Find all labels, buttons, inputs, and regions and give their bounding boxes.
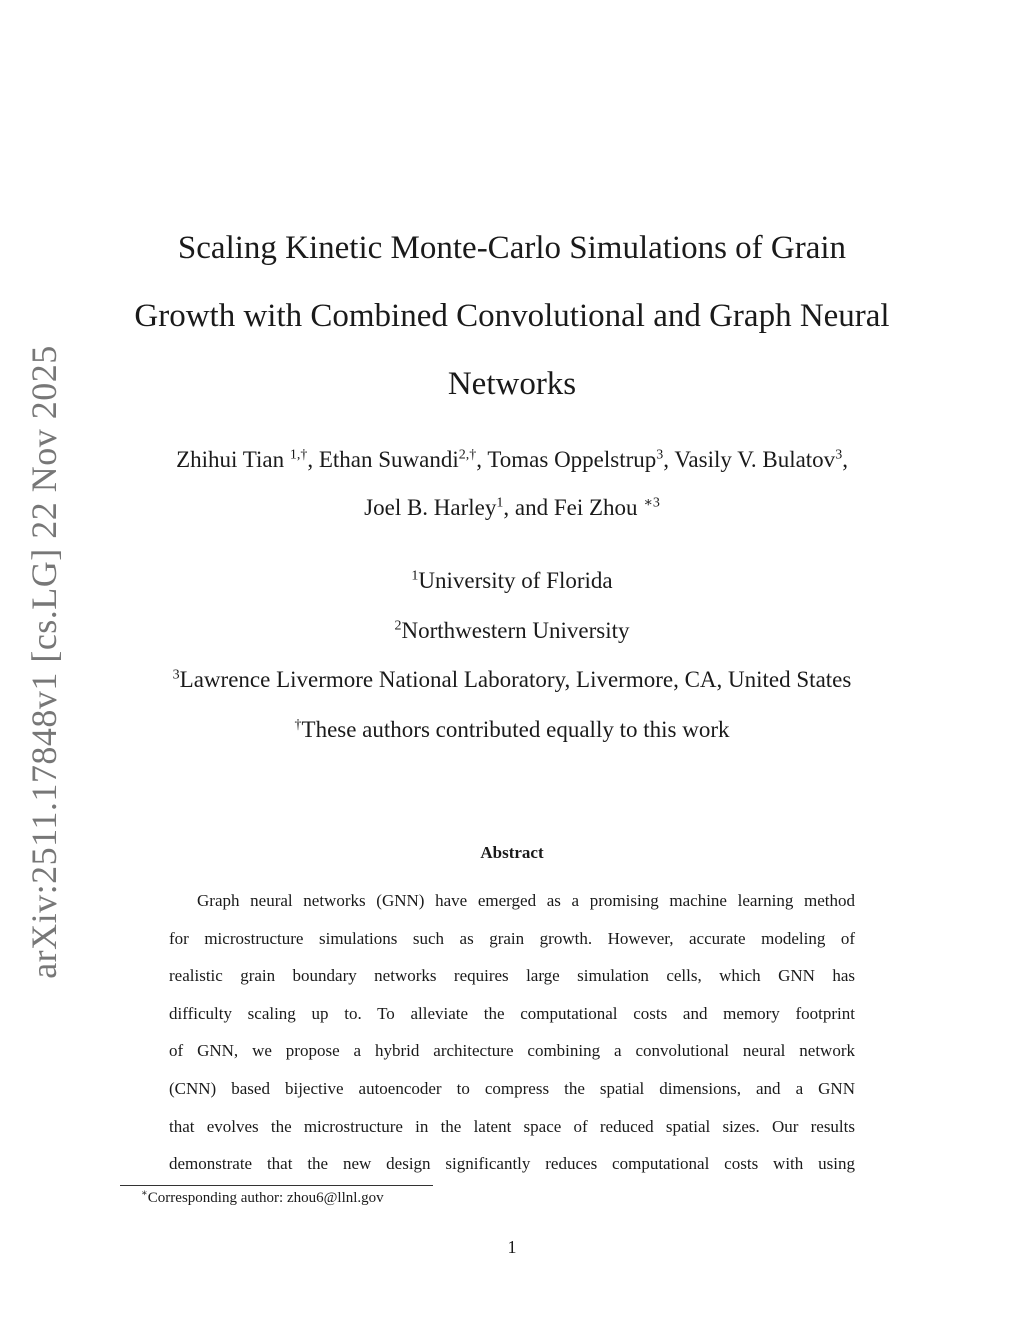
author-name: Zhihui Tian (176, 447, 290, 472)
author-name: Vasily V. Bulatov (674, 447, 836, 472)
affiliation-text: University of Florida (418, 568, 613, 593)
abstract-heading: Abstract (480, 843, 544, 862)
affiliation-text: Lawrence Livermore National Laboratory, Livermore, CA, United States (179, 667, 852, 692)
author-name: Fei Zhou (553, 495, 644, 520)
title-line-3: Networks (447, 366, 577, 402)
abstract-line: demonstrate that the new design significantly reduces computational costs with using (169, 1154, 855, 1174)
author-list (100, 436, 924, 532)
title-line-2: Growth with Combined Convolutional and Graph Neural (134, 298, 890, 334)
equal-contribution-note (100, 705, 924, 755)
affiliation-3 (100, 655, 924, 705)
author-affiliation-marker: 1 (496, 495, 504, 511)
abstract-line: realistic grain boundary networks requires large simulation cells, which GNN has (169, 966, 855, 986)
author-affiliation-marker: 2,† (458, 447, 477, 463)
affiliation-marker: 2 (394, 617, 402, 633)
affiliation-marker: † (294, 716, 302, 732)
abstract-line: for microstructure simulations such as grain growth. However, accurate modeling of (169, 928, 855, 948)
paper-title (100, 214, 924, 418)
abstract-body (169, 882, 855, 1183)
author-separator: , (307, 447, 319, 472)
abstract-line: (CNN) based bijective autoencoder to compress the spatial dimensions, and a GNN (169, 1078, 855, 1098)
footnote-marker: ∗ (141, 1188, 148, 1199)
abstract-line: that evolves the microstructure in the latent space of reduced spatial sizes. Our results (169, 1116, 855, 1136)
author-line-1 (100, 436, 924, 484)
affiliation-marker: 3 (172, 667, 180, 683)
affiliation-marker: 1 (411, 568, 419, 584)
abstract-line: of GNN, we propose a hybrid architecture combining a convolutional neural network (169, 1041, 855, 1061)
abstract-line: Graph neural networks (GNN) have emerged as a promising machine learning method (197, 891, 855, 910)
affiliation-text: These authors contributed equally to this work (301, 716, 730, 742)
author-affiliation-marker: 3 (835, 447, 843, 463)
affiliation-text: Northwestern University (401, 617, 630, 643)
page-number: 1 (507, 1237, 517, 1257)
author-separator: , (476, 447, 488, 472)
author-name: Ethan Suwandi (318, 447, 459, 472)
author-separator: , (663, 447, 675, 472)
abstract-line: difficulty scaling up to. To alleviate the computational costs and memory footprint (169, 1003, 855, 1023)
affiliation-list (100, 556, 924, 754)
author-separator: , and (503, 495, 554, 520)
title-line-1: Scaling Kinetic Monte-Carlo Simulations of Grain (177, 230, 847, 266)
footnote-divider (120, 1185, 433, 1186)
author-line-2 (100, 484, 924, 532)
arxiv-identifier-stamp: arXiv:2511.17848v1 [cs.LG] 22 Nov 2025 (24, 345, 64, 979)
author-separator: , (842, 447, 848, 472)
author-affiliation-marker: 1,† (289, 447, 308, 463)
corresponding-author-footnote (141, 1190, 384, 1207)
affiliation-1 (100, 556, 924, 606)
affiliation-2 (100, 606, 924, 656)
author-affiliation-marker: 3 (656, 447, 664, 463)
author-name: Tomas Oppelstrup (487, 447, 657, 472)
author-affiliation-marker: ∗3 (643, 495, 660, 511)
author-name: Joel B. Harley (364, 495, 497, 520)
footnote-text: Corresponding author: zhou6@llnl.gov (147, 1190, 384, 1206)
